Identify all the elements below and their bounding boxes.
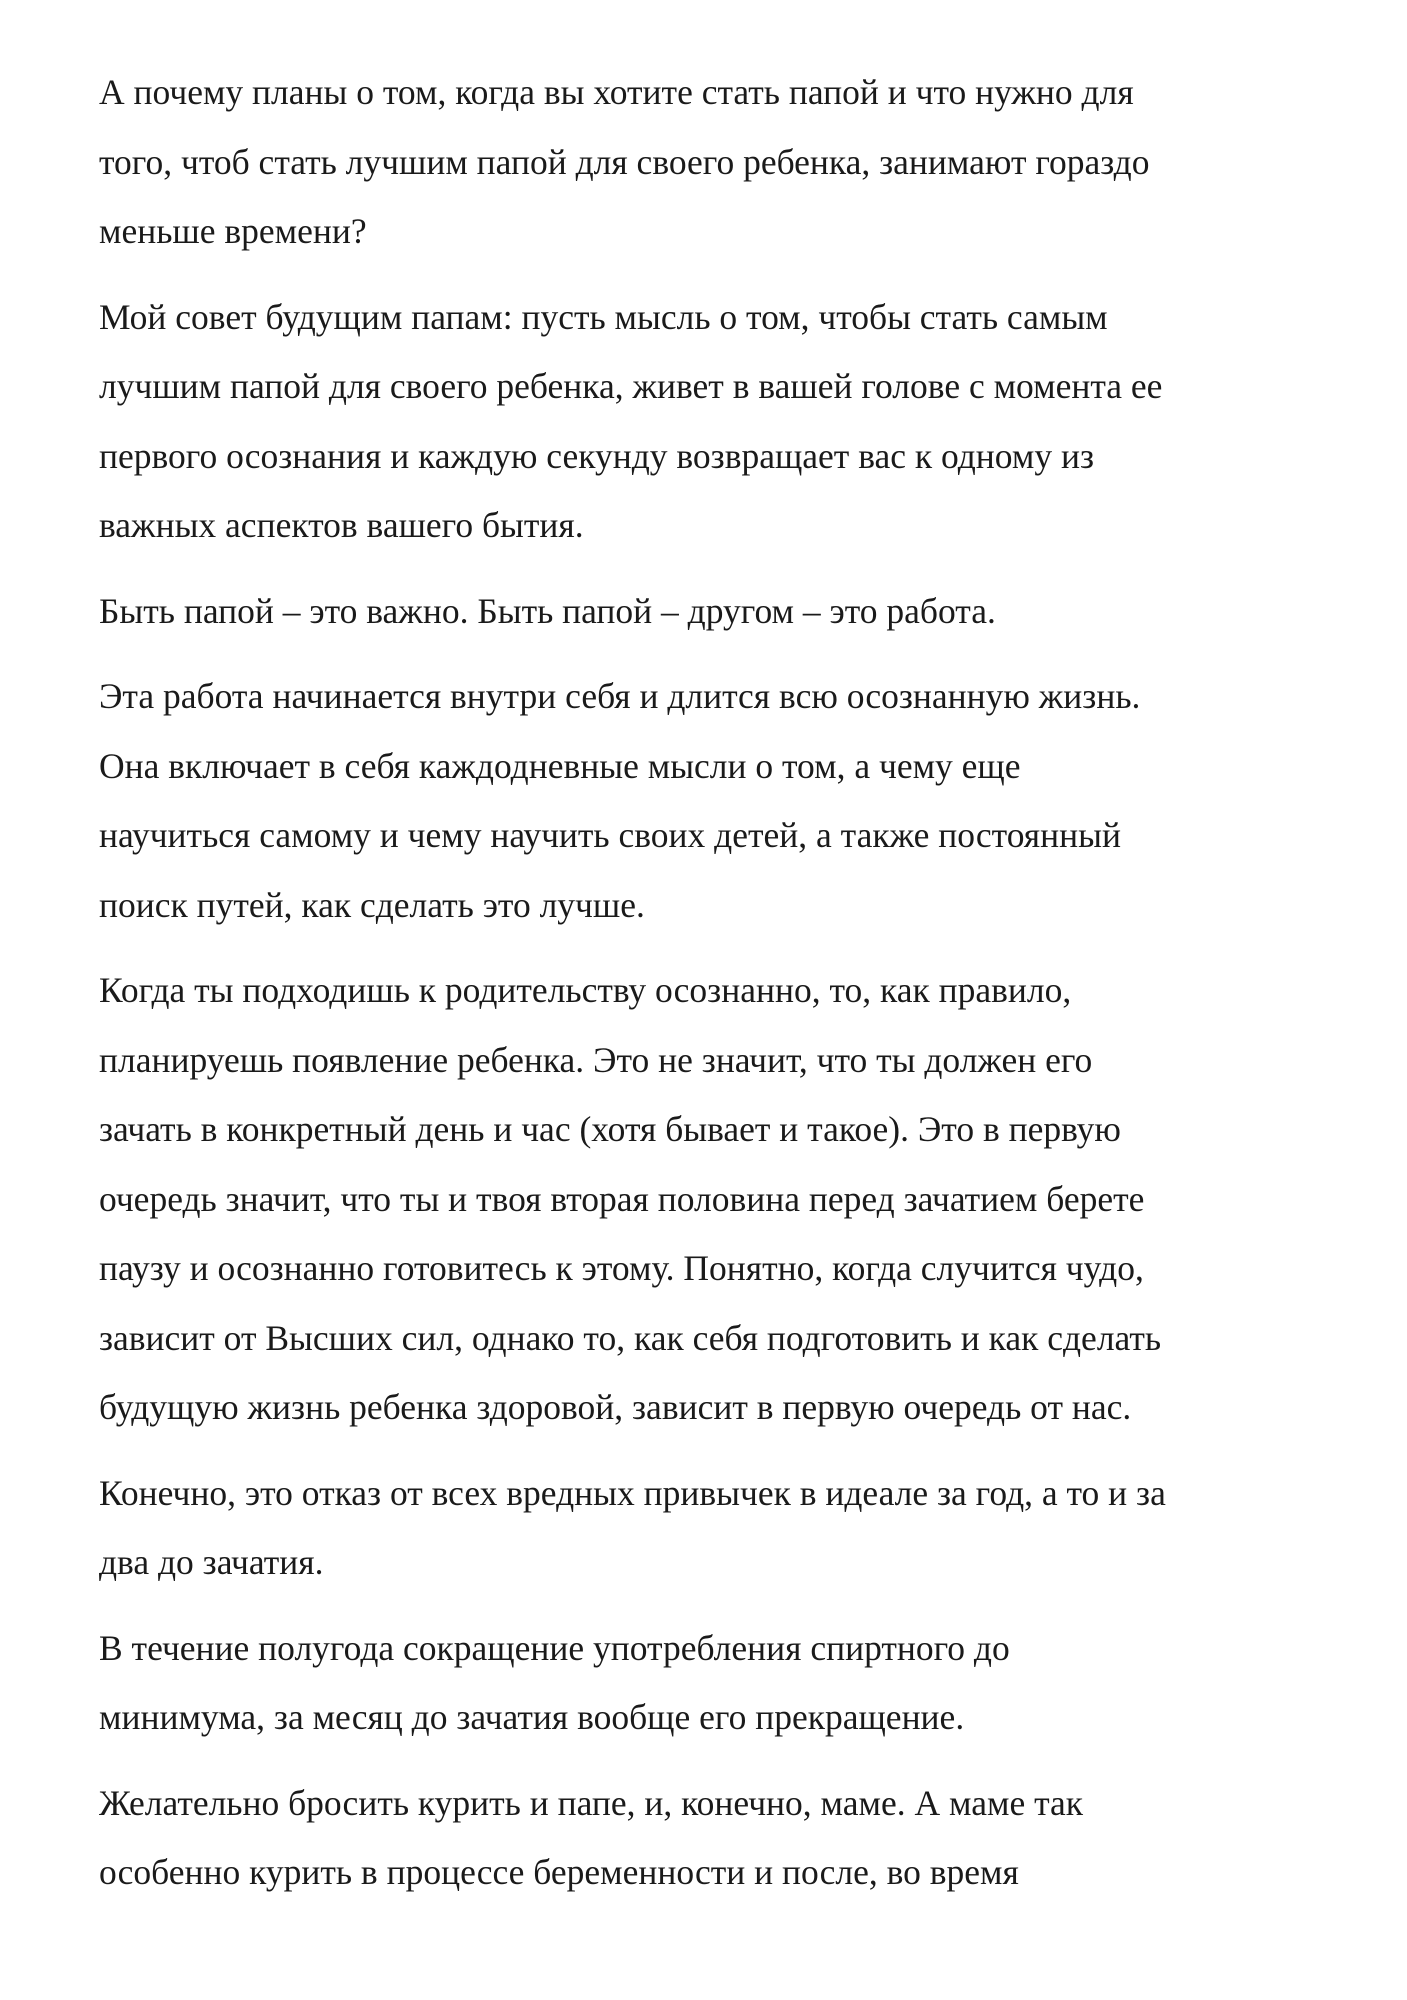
text-line: А почему планы о том, когда вы хотите стать папой и что нужно для [99,72,1134,112]
text-line: поиск путей, как сделать это лучше. [99,884,645,925]
text-line: минимума, за месяц до зачатия вообще его прекращение. [99,1697,965,1737]
paragraph [99,956,1359,1443]
text-line: два до зачатия. [99,1542,324,1582]
paragraph [99,662,1359,940]
text-line: планируешь появление ребенка. Это не значит, что ты должен его [99,1039,1093,1080]
text-line: паузу и осознанно готовитесь к этому. Понятно, когда случится чудо, [99,1248,1144,1288]
text-line: того, чтоб стать лучшим папой для своего ребенка, занимают гораздо [99,141,1150,182]
paragraph [99,1769,1359,1908]
text-line: научиться самому и чему научить своих детей, а также постоянный [99,815,1121,855]
text-line: Мой совет будущим папам: пусть мысль о том, чтобы стать самым [99,296,1108,337]
text-line: зависит от Высших сил, однако то, как себя подготовить и как сделать [99,1317,1162,1358]
text-line: будущую жизнь ребенка здоровой, зависит в первую очередь от нас. [99,1387,1132,1427]
paragraph [99,1459,1359,1598]
text-line: Когда ты подходишь к родительству осознанно, то, как правило, [99,970,1072,1010]
text-line: важных аспектов вашего бытия. [99,505,584,545]
text-line: зачать в конкретный день и час (хотя бывает и такое). Это в первую [99,1109,1121,1149]
paragraph [99,1614,1359,1753]
text-line: Быть папой – это важно. Быть папой – другом – это работа. [99,590,996,631]
document-body [99,58,1359,1924]
paragraph [99,283,1359,561]
text-line: Она включает в себя каждодневные мысли о том, а чему еще [99,745,1021,786]
text-line: первого осознания и каждую секунду возвращает вас к одному из [99,435,1094,476]
paragraph [99,58,1359,267]
text-line: Желательно бросить курить и папе, и, конечно, маме. А маме так [99,1782,1084,1823]
text-line: меньше времени? [99,211,367,251]
text-line: В течение полугода сокращение употребления спиртного до [99,1627,1010,1668]
paragraph [99,577,1359,647]
text-line: особенно курить в процессе беременности и после, во время [99,1852,1019,1892]
text-line: Эта работа начинается внутри себя и длится всю осознанную жизнь. [99,676,1141,716]
text-line: лучшим папой для своего ребенка, живет в вашей голове с момента ее [99,366,1163,406]
text-line: очередь значит, что ты и твоя вторая половина перед зачатием берете [99,1178,1145,1219]
text-line: Конечно, это отказ от всех вредных привычек в идеале за год, а то и за [99,1472,1166,1513]
